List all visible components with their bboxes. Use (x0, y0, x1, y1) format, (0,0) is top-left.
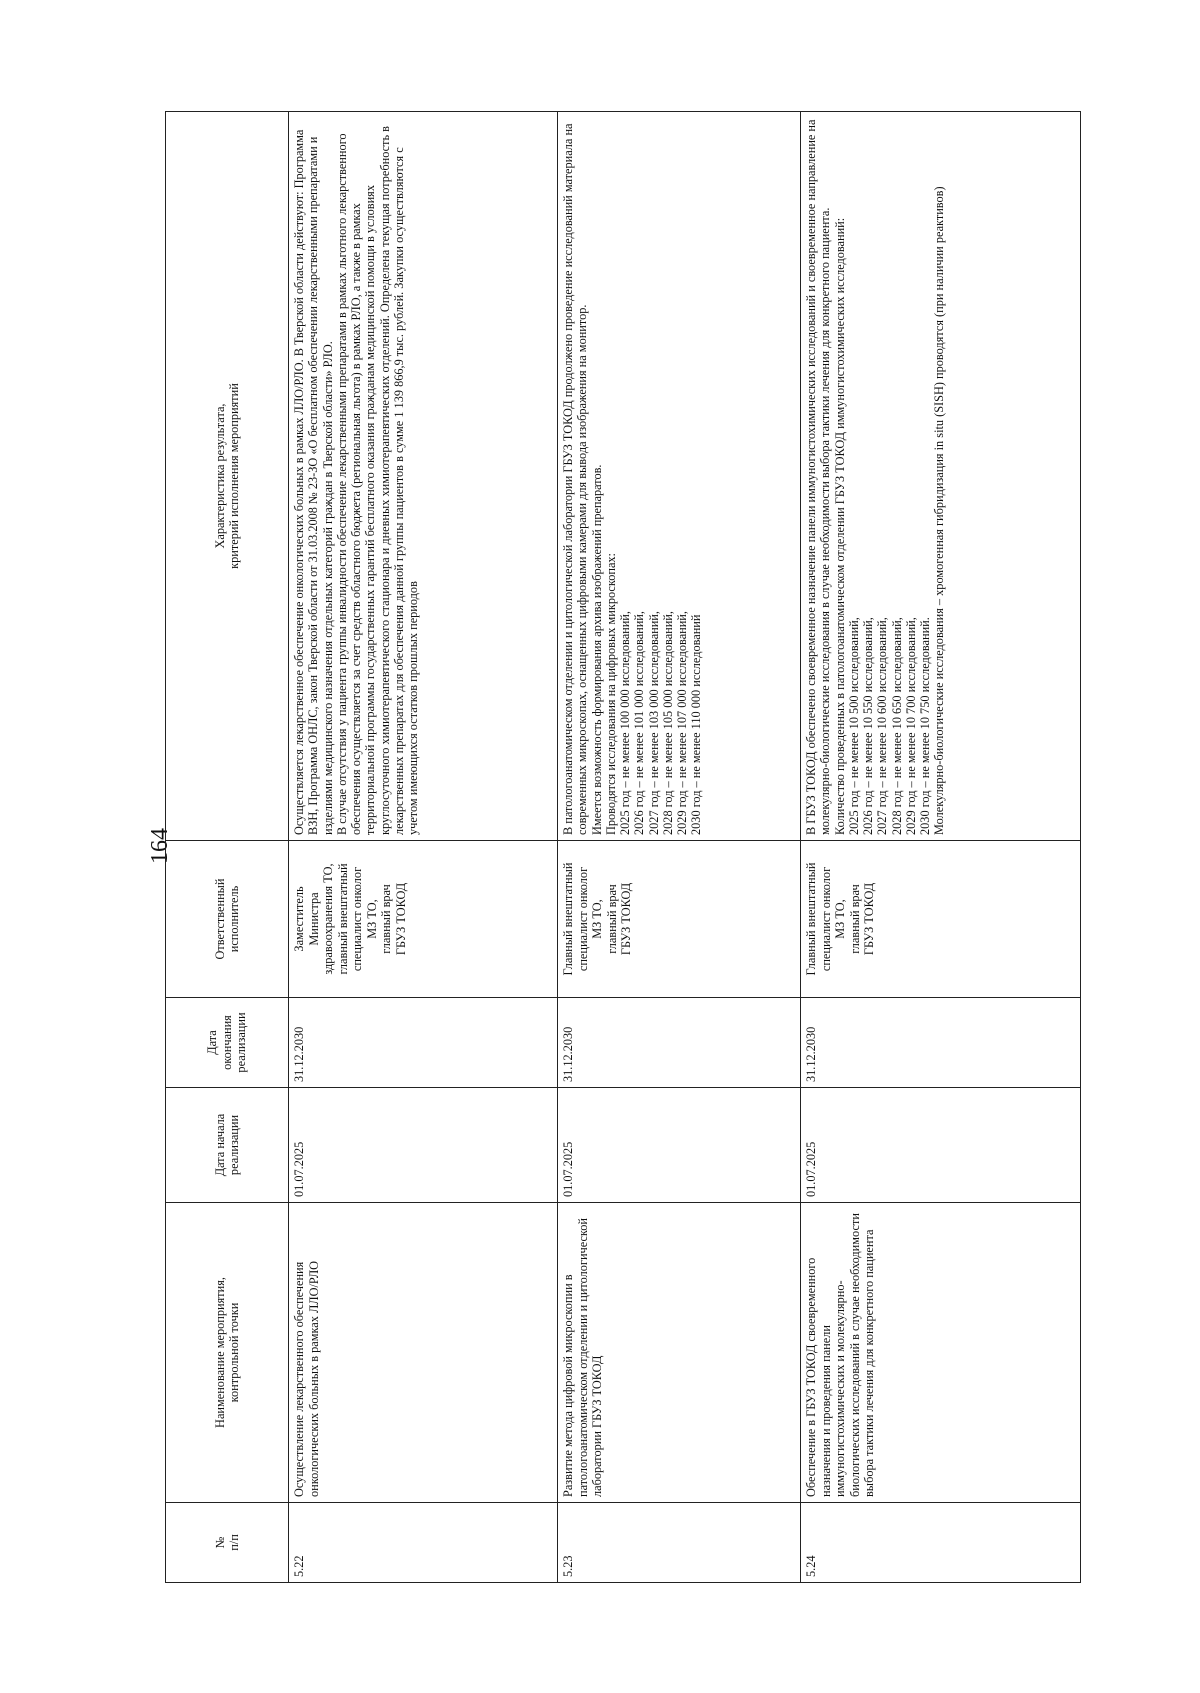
char-line: 2029 год – не менее 107 000 исследований, (675, 611, 689, 835)
row-name: Развитие метода цифровой микроскопии в патологоанатомическом отделении и цитологической лаборатории ГБУЗ ТОКОД (558, 1203, 801, 1503)
header-name: Наименование мероприятия, контрольной точки (166, 1203, 289, 1503)
row-name: Осуществление лекарственного обеспечения онкологических больных в рамках ЛЛО/РЛО (289, 1203, 558, 1503)
row-characteristic (289, 112, 558, 841)
measures-table (165, 111, 1081, 1583)
row-end-date: 31.12.2030 (801, 998, 1081, 1088)
row-characteristic (558, 112, 801, 841)
char-line: 2029 год – не менее 10 700 исследований, (903, 617, 918, 835)
char-line: Имеется возможность формирования архива изображений препаратов. (589, 464, 604, 835)
table-header-row (166, 112, 289, 1583)
char-line: Осуществляется лекарственное обеспечение онкологических больных в рамках ЛЛО/РЛО. В Тверской области действуют: Программа ВЗН, Программа ОНЛС, закон Тверской области от 31.03.2008 № 23-ЗО «О бесплатном обеспечении лекарственными препаратами и изделиями медицинского назначения отдельных категорий граждан в Тверской области» РЛО. (292, 129, 335, 835)
char-line: В случае отсутствия у пациента группы инвалидности обеспечение лекарственными препаратами в рамках льготного лекарственного обеспечения осуществляется за счет средств областного бюджета (региональная льгота) в рамках РЛО, а также в рамках территориальной программы государственных гарантий бесплатного оказания гражданам медицинской помощи в условиях круглосуточного химиотерапевтического стационара и дневных химиотерапевтических отделений. Определена текущая потребность в лекарственных препаратах для обеспечения данной группы пациентов в сумме 1 139 866,9 тыс. рублей. Закупки осуществляются с учетом имеющихся остатков прошлых периодов (334, 126, 420, 835)
char-line: 2028 год – не менее 105 000 исследований, (660, 611, 675, 835)
rotated-table-container (165, 112, 1073, 1583)
char-line: Проводятся исследования на цифровых микроскопах: (603, 553, 618, 835)
header-end: Дата окончания реализации (166, 998, 289, 1088)
char-line: 2027 год – не менее 10 600 исследований, (875, 617, 890, 835)
char-line: 2026 год – не менее 10 550 исследований, (861, 617, 875, 835)
row-num: 5.24 (801, 1503, 1081, 1583)
char-line: 2030 год – не менее 10 750 исследований. (918, 617, 932, 835)
table-row (558, 112, 801, 1583)
header-start: Дата начала реализации (166, 1088, 289, 1203)
row-responsible: Заместитель Министра здравоохранения ТО, главный внештатный специалист онколог МЗ ТО, главный врач ГБУЗ ТОКОД (289, 841, 558, 998)
char-line: В ГБУЗ ТОКОД обеспечено своевременное назначение панели иммуногистохимических исследований и своевременное направление на молекулярно-биологические исследования в случае необходимости выбора тактики лечения для конкретного пациента. (804, 119, 833, 835)
char-line: 2026 год – не менее 101 000 исследований, (632, 611, 647, 835)
row-characteristic (801, 112, 1081, 841)
row-num: 5.22 (289, 1503, 558, 1583)
char-line: 2030 год – не менее 110 000 исследований (689, 614, 704, 835)
char-line: Количество проведенных в патологоанатомическом отделении ГБУЗ ТОКОД иммуногистохимических исследований: (832, 217, 847, 835)
table-row (289, 112, 558, 1583)
char-line: 2025 год – не менее 100 000 исследований, (618, 611, 632, 835)
header-characteristic: Характеристика результата, критерий исполнения мероприятий (166, 112, 289, 841)
row-start-date: 01.07.2025 (558, 1088, 801, 1203)
char-line: 2028 год – не менее 10 650 исследований, (889, 617, 904, 835)
row-start-date: 01.07.2025 (801, 1088, 1081, 1203)
row-start-date: 01.07.2025 (289, 1088, 558, 1203)
row-responsible: Главный внештатный специалист онколог МЗ ТО, главный врач ГБУЗ ТОКОД (558, 841, 801, 998)
char-line: В патологоанатомическом отделении и цитологической лаборатории ГБУЗ ТОКОД продолжено проведение исследований материала на современных микроскопах, оснащенных цифровыми камерами для вывода изображения на монитор. (561, 123, 590, 835)
row-num: 5.23 (558, 1503, 801, 1583)
header-responsible: Ответственный исполнитель (166, 841, 289, 998)
page-number: 164 (147, 828, 173, 864)
row-responsible: Главный внештатный специалист онколог МЗ ТО, главный врач ГБУЗ ТОКОД (801, 841, 1081, 998)
row-end-date: 31.12.2030 (558, 998, 801, 1088)
char-line: 2025 год – не менее 10 500 исследований, (846, 617, 861, 835)
header-num: № п/п (166, 1503, 289, 1583)
char-line: 2027 год – не менее 103 000 исследований, (646, 611, 661, 835)
row-end-date: 31.12.2030 (289, 998, 558, 1088)
char-line: Молекулярно-биологические исследования – хромогенная гибридизация in situ (SISH) проводятся (при наличии реактивов) (932, 186, 947, 835)
table-row (801, 112, 1081, 1583)
row-name: Обеспечение в ГБУЗ ТОКОД своевременного назначения и проведения панели иммуногистохимических и молекулярно-биологических исследований в случае необходимости выбора тактики лечения для конкретного пациента (801, 1203, 1081, 1503)
